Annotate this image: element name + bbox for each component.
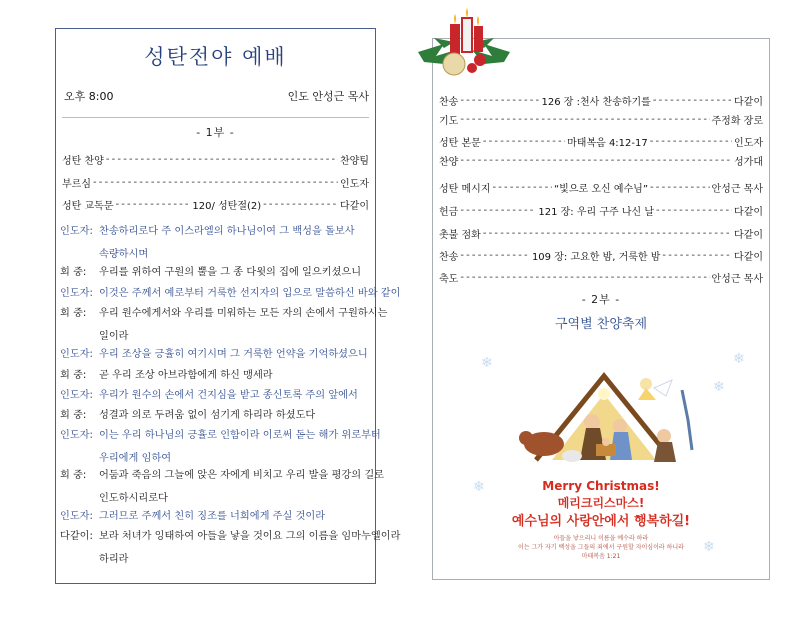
order-leader: 안성근 목사 bbox=[711, 273, 763, 285]
speaker-label: 인도자: bbox=[60, 349, 93, 360]
responsive-text: 곧 우리 조상 아브라함에게 하신 맹세라 bbox=[99, 370, 273, 381]
left-page bbox=[55, 28, 401, 584]
responsive-text: 이는 우리 하나님의 긍휼로 인함이라 이로써 돋는 해가 위로부터 bbox=[99, 430, 381, 441]
responsive-text: 우리 원수에게서와 우리를 미워하는 모든 자의 손에서 구원하시는 bbox=[99, 308, 388, 319]
order-row bbox=[439, 92, 763, 108]
responsive-line bbox=[60, 284, 401, 304]
responsive-continuation: 우리에게 임하여 bbox=[99, 453, 172, 464]
verse-line: 아들을 낳으리니 이름을 예수라 하라 bbox=[553, 535, 649, 542]
leader-dots bbox=[483, 136, 565, 147]
leader-dots bbox=[483, 228, 732, 239]
leader-dots bbox=[656, 205, 732, 216]
order-leader: 다같이 bbox=[340, 200, 369, 212]
order-detail: “빛으로 오신 예수님” bbox=[554, 183, 648, 195]
order-item: 성탄 본문 bbox=[439, 137, 481, 149]
order-row bbox=[439, 111, 763, 127]
order-row bbox=[439, 225, 763, 241]
responsive-line bbox=[60, 263, 373, 283]
order-row bbox=[439, 269, 763, 285]
leader-dots bbox=[460, 95, 539, 106]
speaker-label: 인도자: bbox=[60, 511, 93, 522]
speaker-label: 인도자: bbox=[60, 430, 93, 441]
speaker-label: 회 중: bbox=[60, 370, 87, 381]
speaker-label: 회 중: bbox=[60, 410, 87, 421]
responsive-text: 우리가 원수의 손에서 건지심을 받고 종신토록 주의 앞에서 bbox=[99, 390, 358, 401]
responsive-text: 보라 처녀가 잉태하여 아들을 낳을 것이요 그의 이름을 임마누엘이라 bbox=[99, 531, 401, 542]
responsive-line bbox=[60, 527, 401, 547]
responsive-line bbox=[60, 222, 373, 242]
speaker-label: 회 중: bbox=[60, 267, 87, 278]
responsive-line bbox=[60, 304, 388, 324]
order-leader: 다같이 bbox=[734, 96, 763, 108]
responsive-continuation: 속량하시며 bbox=[99, 249, 149, 260]
order-item: 촛불 점화 bbox=[439, 229, 481, 241]
order-item: 성탄 교독문 bbox=[62, 200, 114, 212]
order-leader: 찬양팀 bbox=[340, 155, 369, 167]
responsive-line bbox=[60, 406, 373, 426]
order-detail: 126 장 :천사 찬송하기를 bbox=[541, 96, 651, 108]
speaker-label: 인도자: bbox=[60, 288, 93, 299]
order-item: 찬양 bbox=[439, 156, 459, 168]
leader-dots bbox=[93, 177, 338, 188]
verse-line: 이는 그가 자기 백성을 그들의 죄에서 구원할 자이심이라 하니라 bbox=[518, 544, 684, 551]
order-row bbox=[439, 133, 763, 149]
leader-dots bbox=[115, 199, 190, 210]
responsive-continuation: 일이라 bbox=[99, 331, 129, 342]
snowflake-icon: ❄ bbox=[733, 351, 745, 367]
leader-dots bbox=[460, 205, 536, 216]
order-item: 성탄 찬양 bbox=[62, 155, 104, 167]
nativity-scene-icon bbox=[516, 370, 696, 470]
responsive-continuation: 하리라 bbox=[99, 554, 129, 565]
responsive-line bbox=[60, 345, 373, 365]
responsive-line bbox=[60, 466, 385, 486]
responsive-text: 우리를 위하여 구원의 뿔을 그 종 다윗의 집에 일으키셨으니 bbox=[99, 267, 362, 278]
candle-icon bbox=[474, 26, 483, 52]
order-item: 찬송 bbox=[439, 251, 459, 263]
right-page bbox=[432, 38, 770, 580]
speaker-label: 회 중: bbox=[60, 470, 87, 481]
verse-reference: 마태복음 1:21 bbox=[581, 553, 621, 560]
responsive-text: 이것은 주께서 예로부터 거룩한 선지자의 입으로 말씀하신 바와 같이 bbox=[99, 288, 401, 299]
order-item: 축도 bbox=[439, 273, 459, 285]
leader-dots bbox=[650, 182, 710, 193]
order-leader: 성가대 bbox=[734, 156, 763, 168]
responsive-line bbox=[60, 366, 373, 386]
order-item: 기도 bbox=[439, 115, 459, 127]
responsive-line bbox=[60, 507, 373, 527]
leader-dots bbox=[460, 114, 709, 125]
responsive-line bbox=[60, 386, 373, 406]
divider bbox=[62, 117, 369, 118]
part-1-heading: - 1부 - bbox=[196, 126, 235, 139]
order-item: 성탄 메시지 bbox=[439, 183, 491, 195]
snowflake-icon: ❄ bbox=[481, 355, 493, 371]
speaker-label: 회 중: bbox=[60, 308, 87, 319]
order-row bbox=[62, 174, 369, 190]
part-2-heading: - 2부 - bbox=[581, 293, 621, 306]
leader-dots bbox=[650, 136, 732, 147]
order-row bbox=[62, 151, 369, 167]
service-time: 오후 8:00 bbox=[64, 90, 114, 103]
responsive-text: 찬송하리로다 주 이스라엘의 하나님이여 그 백성을 돌보사 bbox=[99, 226, 355, 237]
responsive-text: 우리 조상을 긍휼히 여기시며 그 거룩한 언약을 기억하셨으니 bbox=[99, 349, 368, 360]
candle-icon bbox=[462, 18, 472, 52]
part-2-title: 구역별 찬양축제 bbox=[554, 317, 648, 332]
snowflake-icon: ❄ bbox=[473, 479, 485, 495]
order-row bbox=[439, 179, 763, 195]
greeting-korean: 메리크리스마스! bbox=[557, 496, 645, 510]
order-row bbox=[439, 152, 763, 168]
responsive-text: 어둠과 죽음의 그늘에 앉은 자에게 비치고 우리 발을 평강의 길로 bbox=[99, 470, 385, 481]
leader-dots bbox=[106, 154, 338, 165]
order-leader: 인도자 bbox=[340, 178, 369, 190]
order-leader: 다같이 bbox=[734, 251, 763, 263]
responsive-continuation: 인도하시리로다 bbox=[99, 493, 168, 504]
leader-dots bbox=[460, 272, 709, 283]
leader-dots bbox=[653, 95, 732, 106]
speaker-label: 다같이: bbox=[60, 531, 93, 542]
responsive-text: 성결과 의로 두려움 없이 섬기게 하리라 하셨도다 bbox=[99, 410, 316, 421]
order-leader: 안성근 목사 bbox=[711, 183, 763, 195]
order-row bbox=[439, 247, 763, 263]
order-leader: 다같이 bbox=[734, 206, 764, 218]
service-title: 성탄전야 예배 bbox=[144, 45, 287, 69]
leader-dots bbox=[662, 250, 732, 261]
candle-icon bbox=[450, 24, 460, 54]
leader-dots bbox=[460, 155, 732, 166]
order-detail: 120/ 성탄절(2) bbox=[192, 200, 262, 212]
order-item: 부르심 bbox=[62, 178, 91, 190]
snowflake-icon: ❄ bbox=[713, 379, 725, 395]
order-item: 헌금 bbox=[439, 206, 459, 218]
order-detail: 121 장: 우리 구주 나신 날 bbox=[538, 206, 654, 218]
speaker-label: 인도자: bbox=[60, 390, 93, 401]
responsive-line bbox=[60, 426, 381, 446]
service-officiant: 인도 안성근 목사 bbox=[287, 90, 369, 103]
order-detail: 109 장: 고요한 밤, 거룩한 밤 bbox=[531, 251, 661, 263]
responsive-text: 그러므로 주께서 친히 징조를 너희에게 주실 것이라 bbox=[99, 511, 326, 522]
leader-dots bbox=[460, 250, 530, 261]
order-detail: 마태복음 4:12-17 bbox=[567, 137, 648, 149]
speaker-label: 인도자: bbox=[60, 226, 93, 237]
order-row bbox=[439, 202, 763, 218]
order-leader: 주정화 장로 bbox=[711, 115, 763, 127]
snowflake-icon: ❄ bbox=[703, 539, 715, 555]
christmas-candle-ornament-icon bbox=[414, 8, 514, 84]
leader-dots bbox=[492, 182, 552, 193]
ornament-ball-icon bbox=[443, 53, 465, 75]
order-leader: 다같이 bbox=[734, 229, 763, 241]
order-row bbox=[62, 196, 369, 212]
order-leader: 인도자 bbox=[734, 137, 764, 149]
greeting-english: Merry Christmas! bbox=[542, 479, 660, 493]
order-item: 찬송 bbox=[439, 96, 459, 108]
leader-dots bbox=[263, 199, 338, 210]
greeting-wish: 예수님의 사랑안에서 행복하길! bbox=[511, 514, 691, 529]
